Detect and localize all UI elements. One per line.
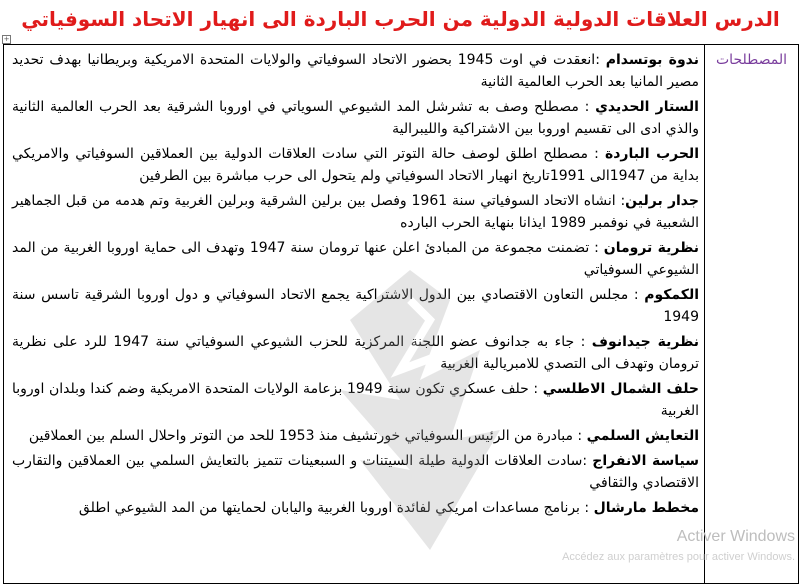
activation-watermark-title: Activer Windows (676, 528, 795, 545)
term-entry (12, 331, 699, 375)
terms-table (3, 44, 799, 584)
term-name: التعايش السلمي (586, 428, 699, 444)
term-entry (12, 237, 699, 281)
term-name: الكمكوم (644, 287, 699, 303)
term-name: ندوة بوتسدام (605, 52, 699, 68)
term-entry (12, 378, 699, 422)
term-name: مخطط مارشال (593, 500, 699, 516)
terms-header-label: المصطلحات (716, 52, 787, 68)
term-definition: :انعقدت في اوت 1945 بحضور الاتحاد السوفياتي والولايات المتحدة الامريكية وبريطانيا بهدف تحديد مصير المانيا بعد الحرب العالمية الثانية (12, 52, 699, 90)
table-move-handle[interactable]: + (3, 35, 10, 43)
term-entry (12, 96, 699, 140)
term-definition: : حلف عسكري تكون سنة 1949 بزعامة الولايات المتحدة الامريكية وضم كندا وبلدان اوروبا الغربية (12, 381, 699, 419)
term-definition: : مجلس التعاون الاقتصادي بين الدول الاشتراكية يجمع الاتحاد السوفياتي و دول اوروبا الشرقية تاسس سنة 1949 (12, 287, 699, 325)
term-definition: : برنامج مساعدات امريكي لفائدة اوروبا الغربية واليابان لحمايتها من المد الشيوعي اطلق (78, 500, 594, 516)
term-entry (12, 425, 699, 447)
term-name: سياسة الانفراج (592, 453, 700, 469)
term-definition: : مبادرة من الرئيس السوفياتي خورتشيف منذ 1953 للحد من التوتر واحلال السلم بين العملاقين (28, 428, 587, 444)
term-name: حلف الشمال الاطلسي (542, 381, 700, 397)
term-name: الستار الحديدي (595, 99, 699, 115)
term-entry (12, 143, 699, 187)
term-name: الحرب الباردة (604, 146, 699, 162)
term-definition: : انشاه الاتحاد السوفياتي سنة 1961 وفصل بين برلين الشرقية وبرلين الغربية وتم هدمه من قبل الجماهير الشعبية في نوفمبر 1989 ايذانا بنهاية الحرب البارده (12, 193, 699, 231)
terms-header-cell (704, 45, 798, 583)
term-entry (12, 284, 699, 328)
term-definition: : جاء به جدانوف عضو اللجنة المركزية للحزب الشيوعي السوفياتي سنة 1947 للرد على نظرية ترومان وتهدف الى التصدي للامبريالية الغربية (12, 334, 699, 372)
term-definition: : مصطلح وصف به تشرشل المد الشيوعي السوياتي في اوروبا الشرقية بعد الحرب العالمية الثانية والذي ادى الى تقسيم اوروبا بين الاشتراكية والليبرالية (12, 99, 699, 137)
term-definition: :سادت العلاقات الدولية طيلة السيتنات و السبعينات تتميز بالتعايش السلمي بين العملاقين والتقارب الاقتصادي والثقافي (12, 453, 699, 491)
term-entry (12, 497, 699, 519)
term-entry (12, 450, 699, 494)
document-title: الدرس العلاقات الدولية الدولية من الحرب الباردة الى انهيار الاتحاد السوفياتي (21, 7, 780, 31)
term-entry (12, 49, 699, 93)
definitions-cell (4, 45, 704, 583)
term-entry (12, 190, 699, 234)
term-name: نظرية جيدانوف (591, 334, 699, 350)
term-definition: : مصطلح اطلق لوصف حالة التوتر التي سادت العلاقات الدولية بين العملاقين السوفياتي والامريكي بداية من 1947الى 1991تاريخ انهيار الاتحاد السوفياتي ولم يتحول الى حرب مباشرة بين الطرفين (12, 146, 699, 184)
term-name: نظرية ترومان (603, 240, 699, 256)
activation-watermark-subtitle: Accédez aux paramètres pour activer Windows. (562, 551, 795, 563)
term-name: جدار برلين (625, 193, 699, 209)
term-definition: : تضمنت مجموعة من المبادئ اعلن عنها ترومان سنة 1947 وتهدف الى حماية اوروبا الغربية من المد الشيوعي السوفياتي (12, 240, 699, 278)
